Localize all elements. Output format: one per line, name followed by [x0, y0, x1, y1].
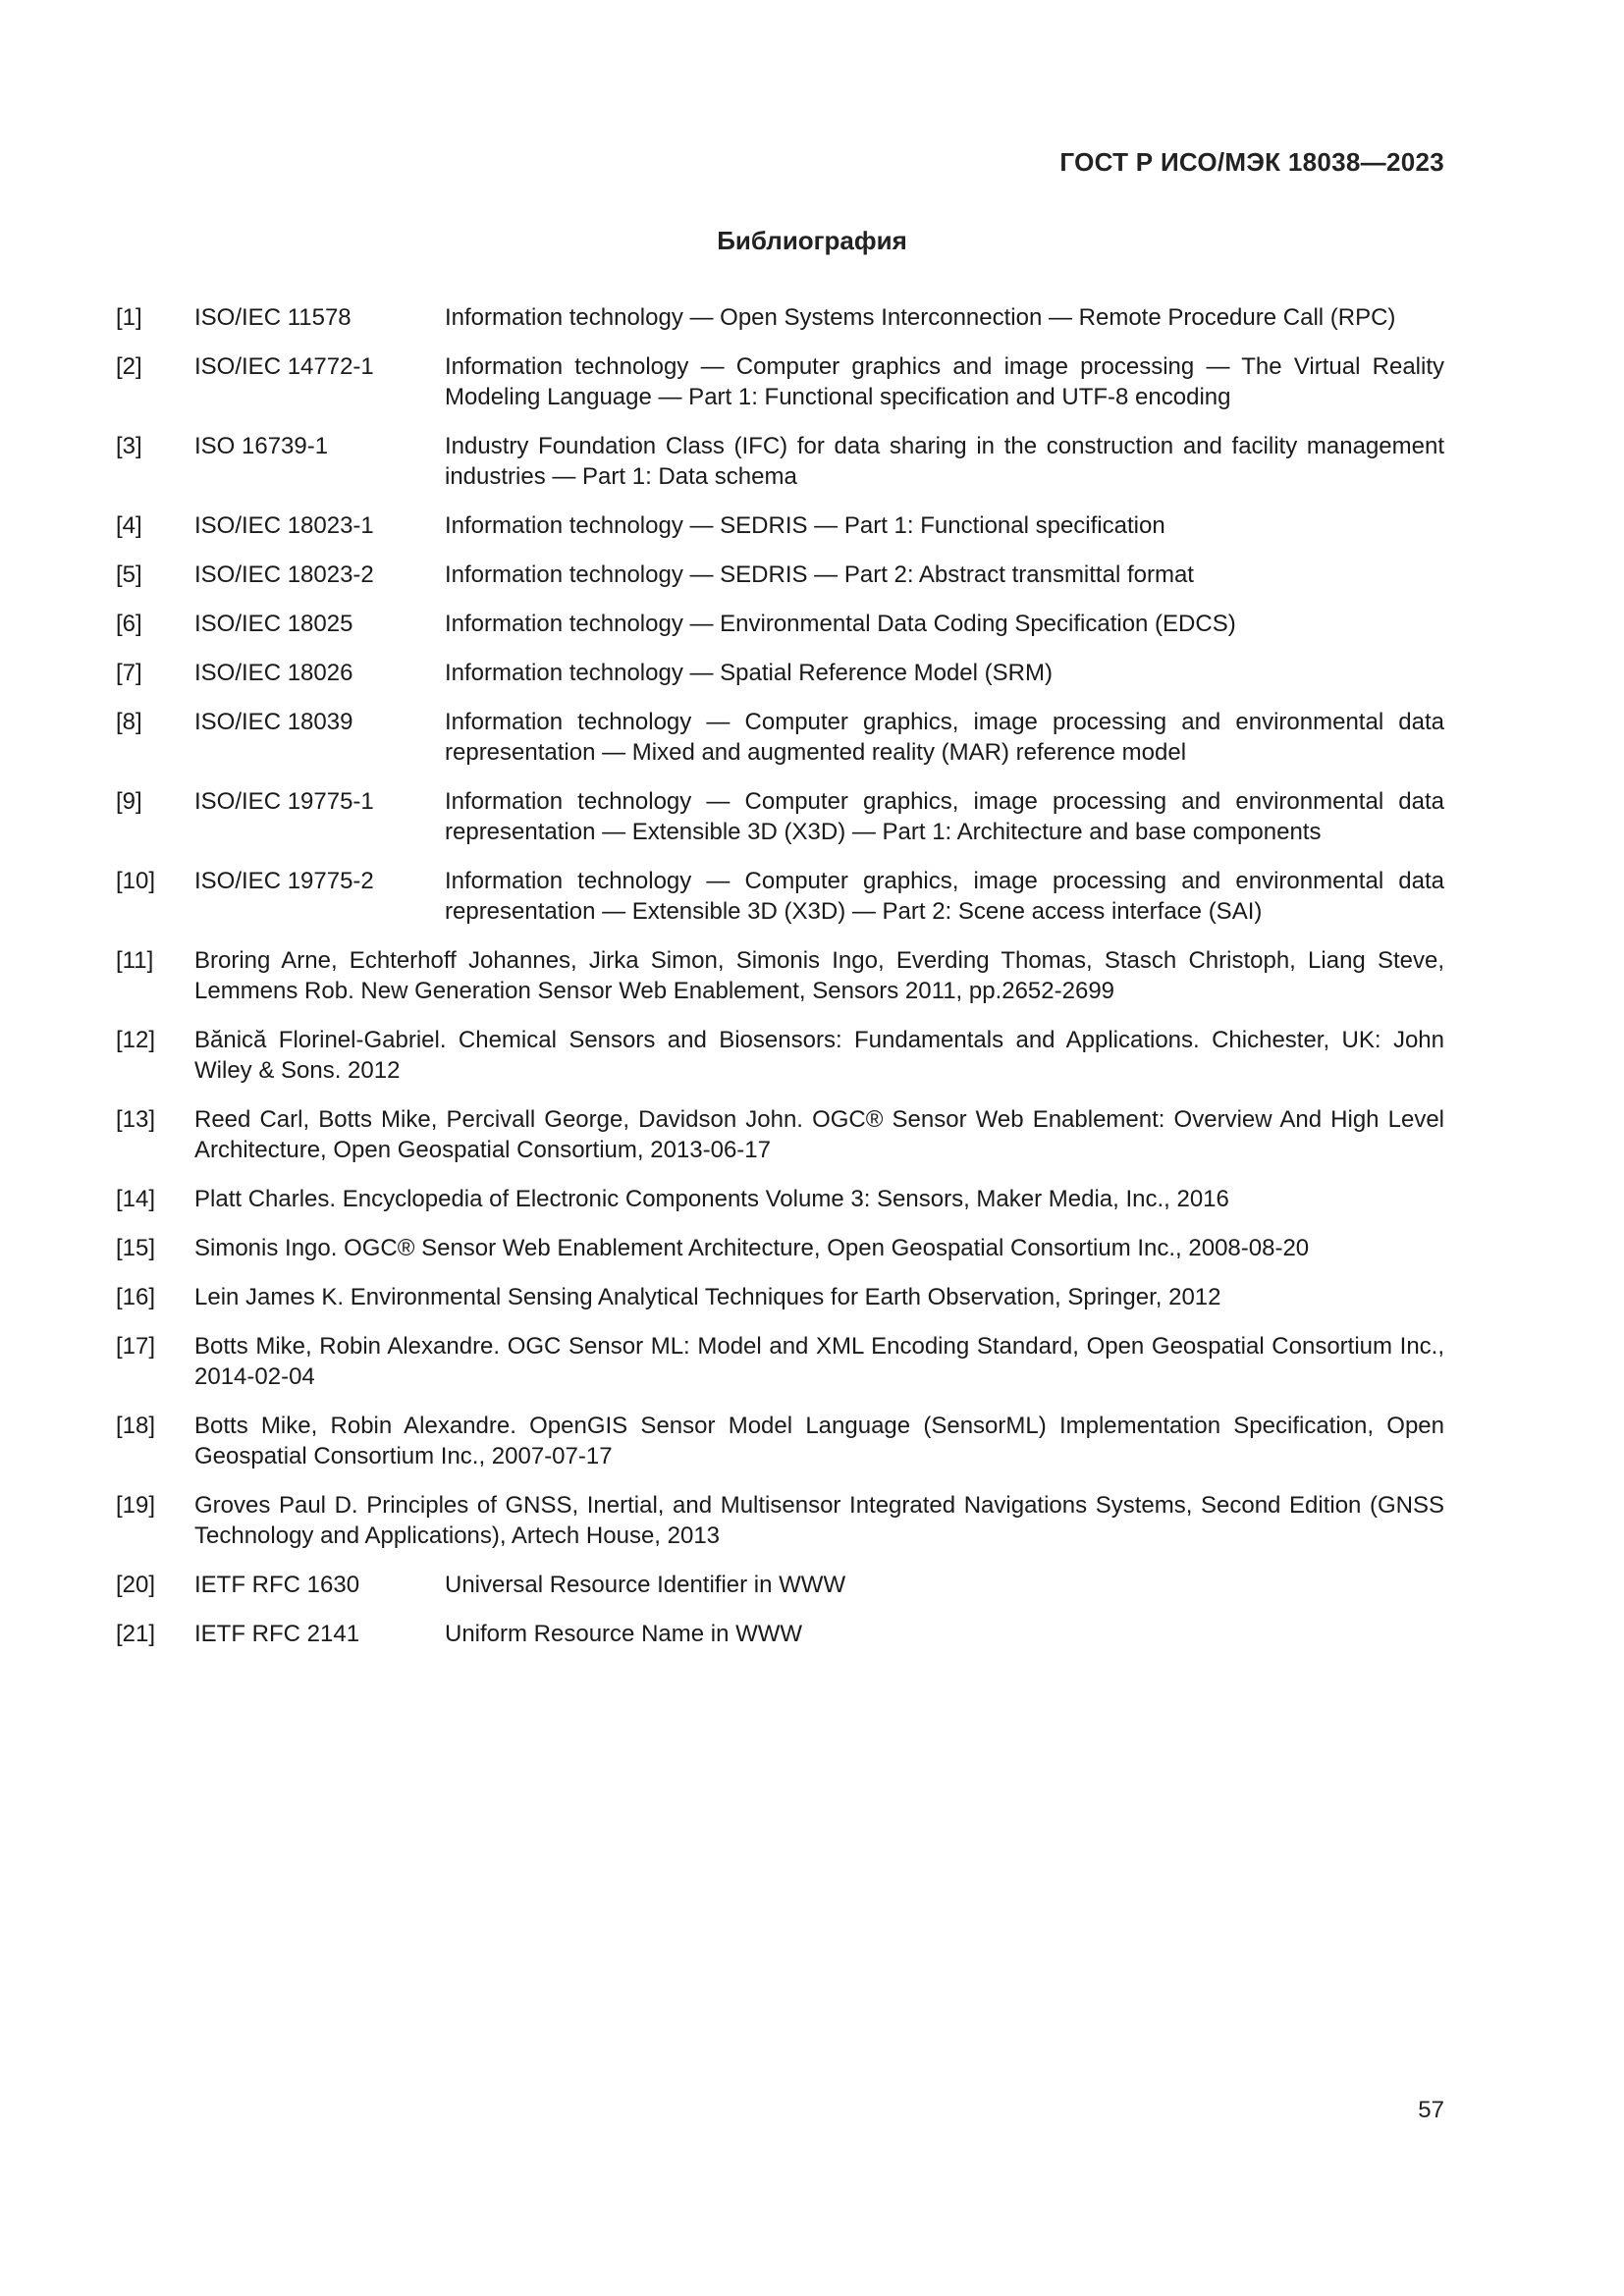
- entry-citation: Bănică Florinel-Gabriel. Chemical Sensors and Biosensors: Fundamentals and Applications. Chichester, UK: John Wiley & Sons. 2012: [194, 1027, 1444, 1084]
- entry-number: [14]: [116, 1186, 156, 1212]
- entry-title: Universal Resource Identifier in WWW: [445, 1572, 846, 1598]
- entry-citation: Simonis Ingo. OGC® Sensor Web Enablement Architecture, Open Geospatial Consortium Inc., 2008-08-20: [194, 1235, 1310, 1261]
- entry-title: Information technology — SEDRIS — Part 2: Abstract transmittal format: [445, 561, 1194, 588]
- entry-title: Information technology — Spatial Reference Model (SRM): [445, 660, 1053, 686]
- entry-number: [12]: [116, 1027, 156, 1053]
- entry-title: Information technology — Open Systems Interconnection — Remote Procedure Call (RPC): [445, 304, 1396, 331]
- entry-number: [2]: [116, 353, 142, 380]
- bibliography-entry: [116, 1025, 1444, 1086]
- bibliography-entry: [116, 302, 1444, 333]
- bibliography-entry: [116, 510, 1444, 541]
- entry-citation: Broring Arne, Echterhoff Johannes, Jirka Simon, Simonis Ingo, Everding Thomas, Stasch Christoph, Liang Steve, Lemmens Rob. New Generation Sensor Web Enablement, Sensors 2011, pp.2652-2699: [194, 947, 1444, 1004]
- entry-number: [17]: [116, 1333, 156, 1360]
- entry-standard-code: ISO/IEC 18039: [194, 709, 353, 735]
- bibliography-entry: [116, 1411, 1444, 1471]
- bibliography-entry: [116, 1282, 1444, 1312]
- section-title: Библиография: [717, 226, 907, 255]
- entry-standard-code: ISO/IEC 19775-2: [194, 868, 374, 894]
- entry-citation: Botts Mike, Robin Alexandre. OGC Sensor ML: Model and XML Encoding Standard, Open Geospatial Consortium Inc., 2014-02-04: [194, 1333, 1444, 1390]
- bibliography-entry: [116, 351, 1444, 412]
- entry-standard-code: ISO/IEC 19775-1: [194, 788, 374, 815]
- entry-number: [6]: [116, 611, 142, 637]
- entry-number: [10]: [116, 868, 156, 894]
- bibliography-entry: [116, 866, 1444, 927]
- entry-number: [21]: [116, 1621, 156, 1647]
- bibliography-entry: [116, 1184, 1444, 1214]
- entry-standard-code: ISO/IEC 18025: [194, 611, 353, 637]
- entry-title: Information technology — Environmental Data Coding Specification (EDCS): [445, 611, 1236, 637]
- entry-number: [5]: [116, 561, 142, 588]
- entry-number: [16]: [116, 1284, 156, 1310]
- bibliography-entry: [116, 1570, 1444, 1600]
- entry-citation: Platt Charles. Encyclopedia of Electronic Components Volume 3: Sensors, Maker Media, Inc., 2016: [194, 1186, 1229, 1212]
- bibliography-entry: [116, 945, 1444, 1006]
- page-number: 57: [1418, 2097, 1444, 2123]
- entry-title: Information technology — SEDRIS — Part 1: Functional specification: [445, 512, 1165, 539]
- entry-title: Uniform Resource Name in WWW: [445, 1621, 803, 1647]
- entry-number: [11]: [116, 947, 154, 974]
- bibliography-entry: [116, 609, 1444, 639]
- entry-title: Information technology — Computer graphics and image processing — The Virtual Reality Modeling Language — Part 1: Functional specification and UTF-8 encoding: [445, 353, 1444, 410]
- bibliography-entry: [116, 658, 1444, 688]
- entry-number: [1]: [116, 304, 142, 331]
- entry-standard-code: ISO/IEC 11578: [194, 304, 352, 331]
- entry-title: Industry Foundation Class (IFC) for data sharing in the construction and facility management industries — Part 1: Data schema: [445, 433, 1444, 490]
- entry-title: Information technology — Computer graphics, image processing and environmental data representation — Extensible 3D (X3D) — Part 1: Architecture and base components: [445, 788, 1444, 845]
- bibliography-entry: [116, 707, 1444, 768]
- entry-citation: Lein James K. Environmental Sensing Analytical Techniques for Earth Observation, Springer, 2012: [194, 1284, 1221, 1310]
- bibliography-entry: [116, 1331, 1444, 1392]
- entry-number: [3]: [116, 433, 142, 459]
- entry-standard-code: IETF RFC 2141: [194, 1621, 360, 1647]
- entry-standard-code: ISO/IEC 18023-1: [194, 512, 374, 539]
- bibliography-entry: [116, 560, 1444, 590]
- entry-number: [19]: [116, 1492, 156, 1519]
- entry-number: [15]: [116, 1235, 156, 1261]
- entry-citation: Reed Carl, Botts Mike, Percivall George, Davidson John. OGC® Sensor Web Enablement: Overview And High Level Architecture, Open Geospatial Consortium, 2013-06-17: [194, 1106, 1444, 1163]
- entry-standard-code: ISO 16739-1: [194, 433, 329, 459]
- entry-number: [4]: [116, 512, 142, 539]
- entry-title: Information technology — Computer graphics, image processing and environmental data representation — Extensible 3D (X3D) — Part 2: Scene access interface (SAI): [445, 868, 1444, 925]
- bibliography-list: [116, 302, 1444, 1668]
- entry-standard-code: ISO/IEC 14772-1: [194, 353, 374, 380]
- entry-title: Information technology — Computer graphics, image processing and environmental data representation — Mixed and augmented reality (MAR) reference model: [445, 709, 1444, 766]
- bibliography-entry: [116, 1104, 1444, 1165]
- entry-number: [8]: [116, 709, 142, 735]
- entry-number: [9]: [116, 788, 142, 815]
- entry-citation: Groves Paul D. Principles of GNSS, Inertial, and Multisensor Integrated Navigations Systems, Second Edition (GNSS Technology and Applications), Artech House, 2013: [194, 1492, 1444, 1549]
- bibliography-entry: [116, 1233, 1444, 1263]
- entry-number: [13]: [116, 1106, 156, 1133]
- entry-standard-code: ISO/IEC 18023-2: [194, 561, 374, 588]
- bibliography-entry: [116, 786, 1444, 847]
- entry-number: [20]: [116, 1572, 156, 1598]
- entry-standard-code: IETF RFC 1630: [194, 1572, 360, 1598]
- entry-standard-code: ISO/IEC 18026: [194, 660, 353, 686]
- entry-citation: Botts Mike, Robin Alexandre. OpenGIS Sensor Model Language (SensorML) Implementation Specification, Open Geospatial Consortium Inc., 2007-07-17: [194, 1413, 1444, 1469]
- entry-number: [18]: [116, 1413, 156, 1439]
- bibliography-entry: [116, 1619, 1444, 1649]
- bibliography-entry: [116, 431, 1444, 492]
- document-id-header: ГОСТ Р ИСО/МЭК 18038—2023: [1059, 147, 1444, 177]
- bibliography-entry: [116, 1490, 1444, 1551]
- entry-number: [7]: [116, 660, 142, 686]
